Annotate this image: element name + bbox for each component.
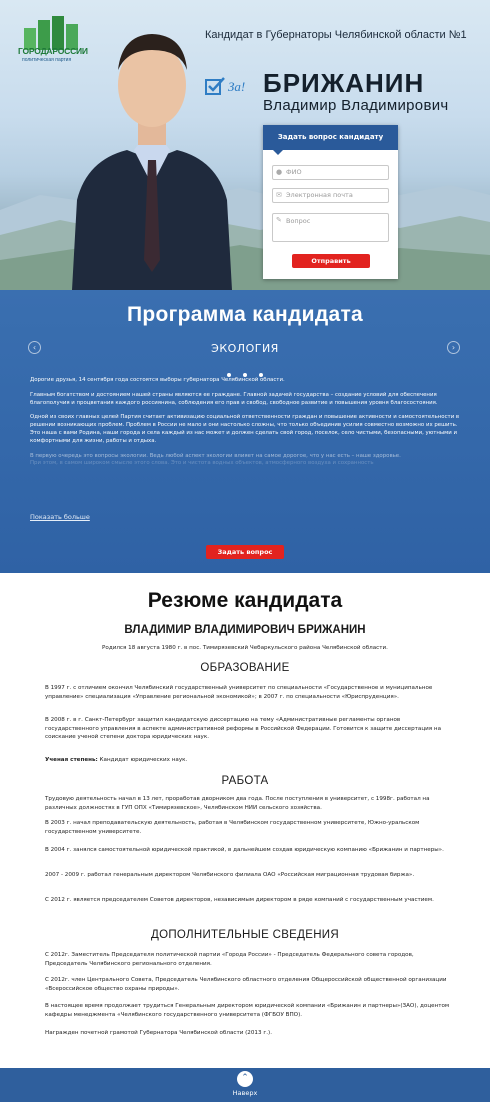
program-text bbox=[30, 377, 462, 475]
work-paragraph: 2007 - 2009 г. работал генеральным директором Челябинского филиала ОАО «Российская миграционная трудовая биржа». bbox=[45, 872, 415, 878]
education-paragraph: В 2008 г. в г. Санкт-Петербург защитил кандидатскую диссертацию на тему «Административные регламенты органов государственного управления в аспекте административной реформы в Российской Федерации. Готовится к защите диссертация на соискание ученой степени доктора юридических наук. bbox=[45, 717, 442, 741]
user-icon: ● bbox=[276, 168, 283, 176]
checkbox-checked-icon bbox=[205, 77, 225, 95]
birth-info: Родился 18 августа 1980 г. в пос. Тимирязевский Чебаркульского района Челябинской области. bbox=[102, 645, 388, 651]
hero-section bbox=[0, 0, 490, 290]
candidate-name: Владимир Владимирович bbox=[263, 97, 449, 114]
degree-label: Ученая степень: bbox=[45, 757, 98, 763]
program-section bbox=[0, 290, 490, 573]
work-paragraph: В 2003 г. начал преподавательскую деятельность, работая в Челябинском государственном университете, Южно-уральском государственном университете. bbox=[45, 820, 420, 835]
resume-candidate-name: ВЛАДИМИР ВЛАДИМИРОВИЧ БРИЖАНИН bbox=[124, 624, 366, 636]
resume-title: Резюме кандидата bbox=[147, 589, 343, 612]
program-paragraph: При этом, в самом широком смысле этого слова. Это и чистота водных объектов, атмосферного воздуха и сохранность bbox=[30, 460, 374, 467]
extra-paragraph: С 2012г. Заместитель Председателя политической партии «Города России» - Председатель Федерального совета городов, Председатель Челябинского регионального отделения. bbox=[45, 952, 414, 967]
form-title: Задать вопрос кандидату bbox=[263, 125, 398, 150]
pencil-icon: ✎ bbox=[276, 216, 282, 224]
work-paragraph: С 2012 г. является председателем Советов директоров, независимым директором в ряде компаний с государственным участием. bbox=[45, 897, 434, 903]
question-textarea[interactable] bbox=[272, 213, 389, 242]
send-button[interactable]: Отправить bbox=[292, 254, 370, 268]
back-to-top-link[interactable]: Наверх bbox=[232, 1089, 258, 1097]
program-title: Программа кандидата bbox=[126, 303, 364, 326]
education-heading: ОБРАЗОВАНИЕ bbox=[200, 662, 290, 674]
work-paragraph: Трудовую деятельность начал в 13 лет, проработав дворником два года. После поступления в университет, с 1998г. работал на различных должностях в ГУП ОПХ «Тимирязевское», Челябинском НИИ сельского хозяйства. bbox=[45, 796, 430, 811]
program-paragraph: Одной из своих главных целей Партия считает активизацию социальной ответственности граждан и повышение активности и самостоятельности в решении возникающих проблем. Проблем в России не мало и они настолько сложны, что только объединив усилия совместно возможно их решить. Это наша с вами Родина, наши города и села каждый из нас может и должен сделать свой город, поселок, село чистыми, безопасными, уютными и комфортными для жизни, работы и отдыха. bbox=[30, 414, 460, 444]
resume-section bbox=[0, 573, 490, 1068]
extra-paragraph: Награжден почетной грамотой Губернатора Челябинской области (2013 г.). bbox=[45, 1030, 272, 1036]
extra-paragraph: С 2012г. член Центрального Совета, Председатель Челябинского областного отделения Общероссийской общественной организации «Всероссийское общество охраны природы». bbox=[45, 977, 447, 992]
extra-paragraph: В настоящее время продолжает трудиться Генеральным директором юридической компании «Брижанин и партнеры»(ЗАО), доцентом кафедры менеджмента «Челябинского государственного университета (ФГБОУ ВПО). bbox=[45, 1003, 450, 1018]
prev-arrow-icon[interactable]: ‹ bbox=[28, 341, 41, 354]
fio-input[interactable] bbox=[272, 165, 389, 180]
education-paragraph: В 1997 г. с отличием окончил Челябинский государственный университет по специальности «Государственное и муниципальное управление» специализация «Управление региональной экономикой»; в 2007 г. по специальности «Юриспруденция». bbox=[45, 685, 433, 700]
program-topic: ЭКОЛОГИЯ bbox=[211, 342, 279, 355]
next-arrow-icon[interactable]: › bbox=[447, 341, 460, 354]
program-paragraph: Дорогие друзья, 14 сентября года состоятся выборы губернатора Челябинской области. bbox=[30, 377, 285, 383]
program-paragraph: В первую очередь это вопросы экологии. Ведь любой аспект экологии влияет на самое дорогое, что у нас есть – наше здоровье. bbox=[30, 452, 401, 459]
email-placeholder: Электронная почта bbox=[286, 191, 353, 199]
program-paragraph: Главным богатством и достоянием нашей страны являются ее граждане. Главной задачей государства – создание условий для обеспечения благополучия и процветания каждого россиянина, соблюдения его прав и свобод, свободное развитие и повышения уровня благосостояния. bbox=[30, 391, 438, 406]
ask-question-button[interactable]: Задать вопрос bbox=[206, 545, 284, 559]
candidate-surname: БРИЖАНИН bbox=[263, 68, 425, 98]
email-input[interactable] bbox=[272, 188, 389, 203]
degree-line bbox=[45, 756, 450, 765]
work-heading: РАБОТА bbox=[221, 775, 269, 787]
logo-name: ГОРОДАРОССИИ bbox=[18, 46, 88, 56]
degree-value: Кандидат юридических наук. bbox=[97, 757, 188, 763]
header-title: Кандидат в Губернаторы Челябинской области №1 bbox=[205, 29, 467, 41]
question-form bbox=[263, 125, 398, 279]
extra-heading: ДОПОЛНИТЕЛЬНЫЕ СВЕДЕНИЯ bbox=[151, 929, 339, 941]
vote-for-label: За! bbox=[228, 79, 246, 94]
candidate-photo bbox=[72, 10, 232, 290]
logo-subtitle: политическая партия bbox=[22, 57, 72, 63]
show-more-link[interactable]: Показать больше bbox=[30, 513, 90, 521]
arrow-up-icon[interactable]: ⌃ bbox=[237, 1071, 253, 1087]
envelope-icon: ✉ bbox=[276, 191, 282, 199]
footer bbox=[0, 1068, 490, 1102]
fio-placeholder: ФИО bbox=[286, 168, 302, 176]
work-paragraph: В 2004 г. занялся самостоятельной юридической практикой, в дальнейшем создав юридическую компанию «Брижанин и партнеры». bbox=[45, 847, 444, 853]
question-placeholder: Вопрос bbox=[286, 217, 311, 225]
